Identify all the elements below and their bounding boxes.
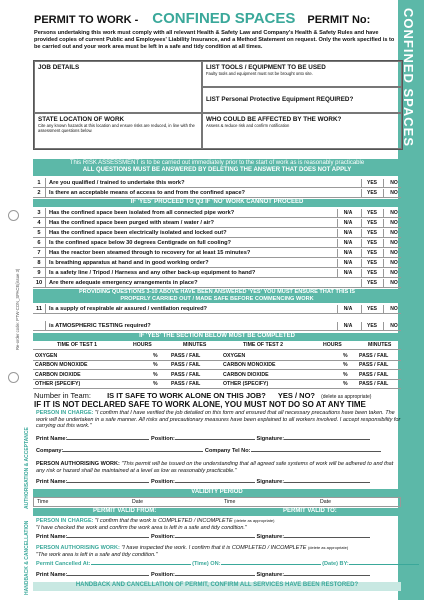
cancelled-by-label: (Date) BY: [322,561,349,567]
test1-hours: HOURS [133,342,152,348]
no-option[interactable]: NO [383,239,404,247]
position-input[interactable] [175,537,255,538]
cancelled-by-input[interactable] [349,564,419,565]
sign-row-3 [36,534,370,540]
location-field[interactable] [34,113,202,149]
test-name-right: CARBON DIOXIDE [223,371,269,378]
question-number: 1 [33,178,46,188]
question-number: 10 [33,278,46,288]
question-row [33,218,401,228]
affected-note: Assess & reduce risk and confirm notification [206,123,290,128]
company-input[interactable] [63,451,203,452]
header-left: PERMIT TO WORK - [34,14,139,26]
na-option[interactable]: N/A [337,249,358,257]
affected-field[interactable] [202,113,402,149]
test-name-right: CARBON MONOXIDE [223,362,276,368]
tools-note: Faulty tools and equipment must not be brought onto site. [206,71,313,76]
sign-row-2 [36,479,370,485]
no-option[interactable]: NO [383,322,404,330]
question-text: Is a safety line / Tripod / Harness and any other back-up equipment to hand? [49,270,256,276]
pass-fail-right[interactable]: PASS / FAIL [359,381,389,387]
handback-delete-note: (delete as appropriate) [234,518,275,523]
in-charge-statement [36,410,402,430]
test2-label: TIME OF TEST 2 [243,342,284,348]
percent-left: % [153,381,158,387]
authorising-label: PERSON AUTHORISING WORK: [36,461,120,467]
risk-bar-line1: This RISK ASSESSMENT is to be carried out immediately prior to the start of work as is reasonably practicable [69,160,365,166]
question-number: 6 [33,238,46,248]
side-title: CONFINED SPACES [401,8,416,147]
sign-row-1 [36,436,370,442]
test-row [33,351,401,361]
test1-minutes: MINUTES [183,342,207,348]
position-label: Position: [150,572,175,578]
question-row [33,178,401,188]
location-label: STATE LOCATION OF WORK [38,116,125,123]
test1-label: TIME OF TEST 1 [57,342,98,348]
signature-label: Signature: [256,479,285,485]
team-yes-no[interactable]: YES / NO? [277,391,316,400]
question-text: Are you qualified / trained to undertake this work? [49,180,185,186]
question-number: 9 [33,268,46,278]
validity-row [33,497,401,507]
percent-left: % [153,371,158,378]
providing-line1: PROVIDING QUESTIONS 3-10 ABOVE HAVE BEEN ANSWERED 'YES' YOU MUST ENSURE THAT THIS IS [78,289,356,295]
details-grid [33,60,403,150]
test-name-left: CARBON DIOXIDE [35,371,81,378]
test-row [33,370,401,380]
no-option[interactable]: NO [383,189,404,197]
cancelled-on-input[interactable] [221,564,321,565]
handback-in-charge-label: PERSON IN CHARGE: [36,518,94,524]
signature-input[interactable] [284,537,370,538]
signature-input[interactable] [284,439,370,440]
authorising-text: "This permit will be issued on the understanding that all agreed safe systems of work will be adhered to and that any risk or hazard shall be maintained at a level as low as reasonably practicable." [36,461,394,474]
percent-left: % [153,352,158,359]
na-option[interactable]: N/A [337,219,358,227]
pass-fail-left[interactable]: PASS / FAIL [171,352,201,359]
no-option[interactable]: NO [383,305,404,313]
test2-hours: HOURS [323,342,342,348]
question-row [33,321,401,331]
yes-option[interactable]: YES [361,239,382,247]
valid-from-label: PERMIT VALID FROM: [93,508,157,514]
yes-option[interactable]: YES [361,209,382,217]
date-to-label: Date [320,499,331,505]
pass-fail-right[interactable]: PASS / FAIL [359,371,389,378]
percent-right: % [343,352,348,359]
affected-label: WHO COULD BE AFFECTED BY THE WORK? [206,116,342,123]
ppe-field[interactable] [202,87,402,113]
in-charge-text: "I confirm that I have verified the job detailed on this form and ensured that all necessary precautions have been taken. The work will be undertaken in a safe manner. All risks and precautionary measures have been explained to all workers involved. I accept responsibility for carrying out this work." [36,410,401,429]
test-name-right: OXYGEN [223,352,246,359]
question-number: 8 [33,258,46,268]
tools-field[interactable] [202,61,402,87]
question-number: 5 [33,228,46,238]
na-option[interactable]: N/A [337,322,358,330]
pass-fail-left[interactable]: PASS / FAIL [171,381,201,387]
na-option[interactable]: N/A [337,209,358,217]
team-question: IS IT SAFE TO WORK ALONE ON THIS JOB? [107,391,266,400]
pass-fail-right[interactable]: PASS / FAIL [359,362,389,368]
footer-bar: HANDBACK AND CANCELLATION OF PERMIT, CONFIRM ALL SERVICES HAVE BEEN RESTORED? [33,582,401,591]
question-number: 2 [33,188,46,198]
permit-no-label: PERMIT No: [307,14,371,26]
authorising-statement [36,461,402,474]
na-option[interactable]: N/A [337,305,358,313]
question-text: Is the confined space below 30 degrees Centigrade on full cooling? [49,240,232,246]
question-text: Is there an acceptable means of access to and from the confined space? [49,190,245,196]
providing-line2: PROPERLY CARRIED OUT / MADE SAFE BEFORE COMMENCING WORK [120,295,314,302]
pass-fail-right[interactable]: PASS / FAIL [359,352,389,359]
signature-label: Signature: [256,572,285,578]
location-note: Cite any known hazards at this location and ensure risks are reduced, in line with the assessment questions below. [38,123,195,133]
question-text: Has the confined space been electrically isolated and locked out? [49,230,227,236]
cancelled-row [36,561,419,567]
question-number: 3 [33,208,46,218]
handback-in-charge-text: "I confirm that the work is COMPLETED / INCOMPLETE [94,518,233,524]
test-name-left: OTHER (SPECIFY) [35,381,81,387]
test-name-right: OTHER (SPECIFY) [223,381,269,387]
cancelled-at-input[interactable] [91,564,191,565]
yes-option[interactable]: YES [361,269,382,277]
team-label: Number in Team: [34,391,91,400]
signature-label: Signature: [256,534,285,540]
percent-right: % [343,371,348,378]
na-option[interactable]: N/A [337,239,358,247]
position-label: Position: [150,479,175,485]
validity-bar: VALIDITY PERIOD [33,489,401,497]
date-from-label: Date [132,499,143,505]
reorder-code: Re-order code: PTW-CON_SPACE(issue 3) [15,268,20,350]
in-charge-label: PERSON IN CHARGE: [36,410,94,416]
time-to-label: Time [224,499,236,505]
job-details-field[interactable] [34,61,202,113]
test2-minutes: MINUTES [368,342,392,348]
no-option[interactable]: NO [383,269,404,277]
question-number: 7 [33,248,46,258]
print-name-label: Print Name: [36,479,68,485]
signature-input[interactable] [284,482,370,483]
question-text: Is breathing apparatus at hand and in good working order? [49,260,209,266]
no-option[interactable]: NO [383,279,404,287]
job-details-label: JOB DETAILS [38,64,80,71]
handback-in-charge [36,518,402,531]
yes-option[interactable]: YES [361,259,382,267]
percent-left: % [153,362,158,368]
yes-option[interactable]: YES [361,279,382,287]
print-name-label: Print Name: [36,436,68,442]
print-name-input[interactable] [67,575,149,576]
yes-option[interactable]: YES [361,189,382,197]
question-text: Is a supply of respirable air assured / ventilation required? [49,306,208,312]
question-row [33,268,401,278]
no-option[interactable]: NO [383,219,404,227]
question-row [33,304,401,314]
handback-authorising-label: PERSON AUTHORISING WORK: [36,545,120,551]
position-label: Position: [150,534,175,540]
na-option[interactable]: N/A [337,269,358,277]
risk-assessment-bar [33,159,401,176]
company-tel-label: Company Tel No: [204,448,251,454]
signature-input[interactable] [284,575,370,576]
percent-right: % [343,381,348,387]
valid-bar [33,508,401,516]
position-label: Position: [150,436,175,442]
team-delete-note: (delete as appropriate) [321,394,372,400]
handback-authorising [36,545,402,558]
header [34,10,399,28]
print-name-input[interactable] [67,537,149,538]
no-option[interactable]: NO [383,249,404,257]
question-text: Has the reactor been steamed through to recovery for at least 15 minutes? [49,250,251,256]
yes-option[interactable]: YES [361,305,382,313]
handback-side-label: HANDBACK & CANCELLATION [24,520,30,595]
header-title: CONFINED SPACES [152,10,296,27]
handback-authorising-text2: "The work area is left in a safe and tidy condition." [36,551,158,558]
no-option[interactable]: NO [383,209,404,217]
na-option[interactable]: N/A [337,229,358,237]
yes-option[interactable]: YES [361,179,382,187]
company-tel-input[interactable] [251,451,381,452]
position-input[interactable] [175,439,255,440]
test-header [33,342,401,350]
question-text: Has the confined space been purged with steam / water / air? [49,220,214,226]
yes-option[interactable]: YES [361,322,382,330]
question-number [33,321,46,331]
question-row [33,208,401,218]
question-number: 4 [33,218,46,228]
question-row [33,238,401,248]
handback-in-charge-text2: "I have checked the work and confirm the work area is left in a safe and tidy condition." [36,524,247,531]
position-input[interactable] [175,575,255,576]
question-row [33,228,401,238]
proceed-bar: IF 'YES' PROCEED TO Q3 IF 'NO' WORK CANNOT PROCEED [33,199,401,207]
handback-authorising-text: "I have inspected the work. I confirm that it is COMPLETED / INCOMPLETE [121,545,307,551]
company-label: Company: [36,448,64,454]
test-name-left: OXYGEN [35,352,58,359]
time-from-label: Time [37,499,49,505]
percent-right: % [343,362,348,368]
question-text: Has the confined space been isolated from all connected pipe work? [49,210,235,216]
position-input[interactable] [175,482,255,483]
risk-bar-line2: ALL QUESTIONS MUST BE ANSWERED BY DELETING THE ANSWER THAT DOES NOT APPLY [82,167,352,173]
question-text: is ATMOSPHERIC TESTING required? [49,323,151,329]
question-number: 11 [33,304,46,314]
auth-side-label: AUTHORISATION & ACCEPTANCE [24,427,30,509]
print-name-input[interactable] [67,439,149,440]
cancelled-at-label: Permit Cancelled At: [36,561,91,567]
question-row [33,248,401,258]
handback-auth-delete-note: (delete as appropriate) [307,545,349,550]
pass-fail-left[interactable]: PASS / FAIL [171,362,201,368]
no-option[interactable]: NO [383,179,404,187]
yes-option[interactable]: YES [361,219,382,227]
pass-fail-left[interactable]: PASS / FAIL [171,371,201,378]
no-option[interactable]: NO [383,259,404,267]
yes-option[interactable]: YES [361,229,382,237]
providing-bar [33,289,401,303]
question-row [33,258,401,268]
print-name-label: Print Name: [36,534,68,540]
signature-label: Signature: [256,436,285,442]
question-text: Are there adequate emergency arrangements in place? [49,280,198,286]
test-row [33,361,401,371]
no-option[interactable]: NO [383,229,404,237]
team-row [34,391,371,400]
test-row [33,380,401,390]
print-name-input[interactable] [67,482,149,483]
not-safe-warning: IF IT IS NOT DECLARED SAFE TO WORK ALONE, YOU MUST NOT DO SO AT ANY TIME [34,400,366,409]
cancelled-on-label: (Time) ON: [192,561,221,567]
tools-label: LIST TOOLS / EQUIPMENT TO BE USED [206,64,326,71]
valid-to-label: PERMIT VALID TO: [283,508,337,514]
section-below-bar: IF 'YES' THE SECTION BELOW MUST BE COMPLETED [33,333,401,341]
yes-option[interactable]: YES [361,249,382,257]
test-name-left: CARBON MONOXIDE [35,362,88,368]
sign-row-4 [36,572,370,578]
na-option[interactable]: N/A [337,259,358,267]
question-row [33,188,401,198]
company-row [36,448,381,454]
intro-text: Persons undertaking this work must comply with all relevant Health & Safety Law and Company's Health & Safety Rules and have provided copies of current Public and Employees' Liability Insurance, and a Method Statement on request. Only the work specified is to be carried out and your work area must be left in a safe and tidy condition at all times. [34,30,395,51]
question-row [33,278,401,288]
print-name-label: Print Name: [36,572,68,578]
ppe-label: LIST Personal Protective Equipment REQUIRED? [206,96,354,103]
punch-hole [8,210,19,221]
punch-hole [8,372,19,383]
